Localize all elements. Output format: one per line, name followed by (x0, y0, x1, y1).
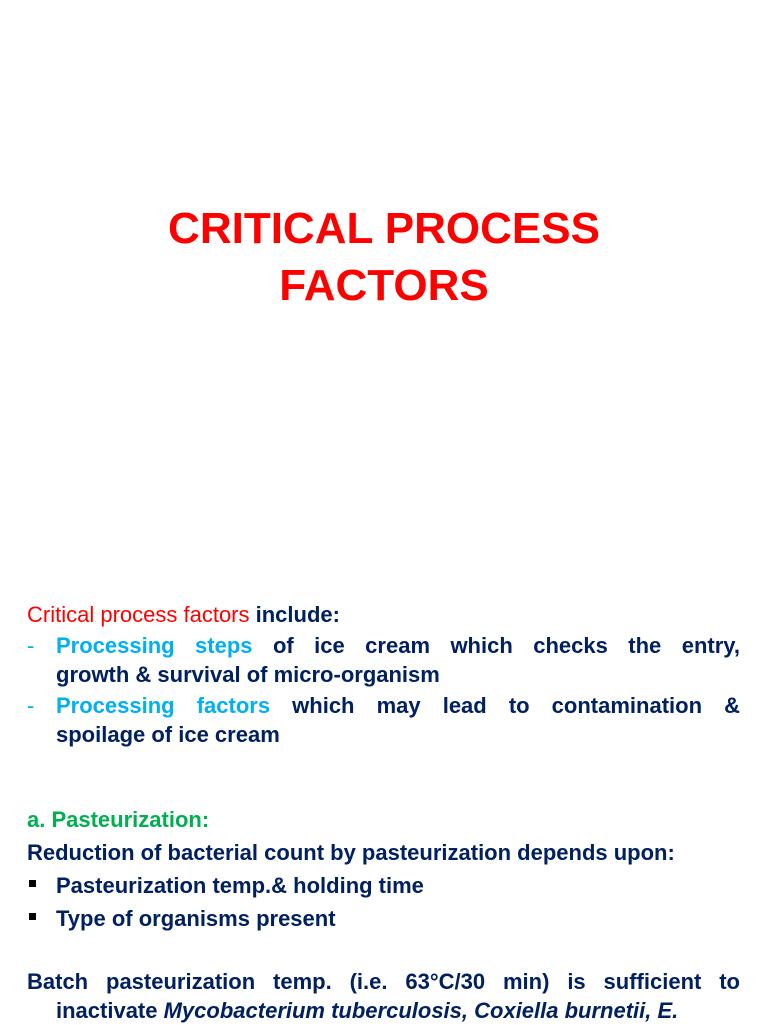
square-bullet-icon (29, 880, 36, 887)
bullet-text: Pasteurization temp.& holding time (56, 873, 424, 898)
spacer (27, 749, 740, 803)
dash-marker: - (27, 693, 35, 718)
dash-list-item (27, 691, 740, 749)
bullet-text: Type of organisms present (56, 906, 336, 931)
slide-body (27, 598, 740, 1025)
dash-item-rest: of ice cream which checks the entry, (252, 633, 740, 658)
intro-suffix: include: (249, 602, 340, 627)
dash-item-line-2: growth & survival of micro-organism (56, 662, 440, 687)
batch-line-2-prefix: inactivate (56, 998, 164, 1023)
spacer (27, 935, 740, 967)
slide-title (0, 200, 768, 314)
dash-list-item (27, 631, 740, 689)
intro-line (27, 598, 740, 631)
slide-title-line-1: CRITICAL PROCESS (168, 204, 600, 253)
dash-item-line-2: spoilage of ice cream (56, 722, 280, 747)
bullet-list-item (27, 902, 740, 935)
batch-paragraph-line-2 (27, 996, 740, 1025)
batch-organisms: Mycobacterium tuberculosis, Coxiella burnetii, E. (163, 998, 679, 1023)
bullet-list-item (27, 869, 740, 902)
dash-item-highlight: Processing factors (56, 693, 271, 718)
square-bullet-icon (29, 913, 36, 920)
section-lead: Reduction of bacterial count by pasteurization depends upon: (27, 840, 675, 865)
dash-item-line-1 (56, 691, 740, 720)
dash-item-highlight: Processing steps (56, 633, 253, 658)
dash-item-rest: which may lead to contamination & (270, 693, 740, 718)
intro-highlight: Critical process factors (27, 602, 250, 627)
slide-title-line-2: FACTORS (279, 261, 489, 310)
dash-item-line-1 (56, 631, 740, 660)
dash-marker: - (27, 633, 35, 658)
section-heading: a. Pasteurization: (27, 807, 210, 832)
batch-paragraph-line-1: Batch pasteurization temp. (i.e. 63°C/30 min) is sufficient to (27, 969, 740, 994)
